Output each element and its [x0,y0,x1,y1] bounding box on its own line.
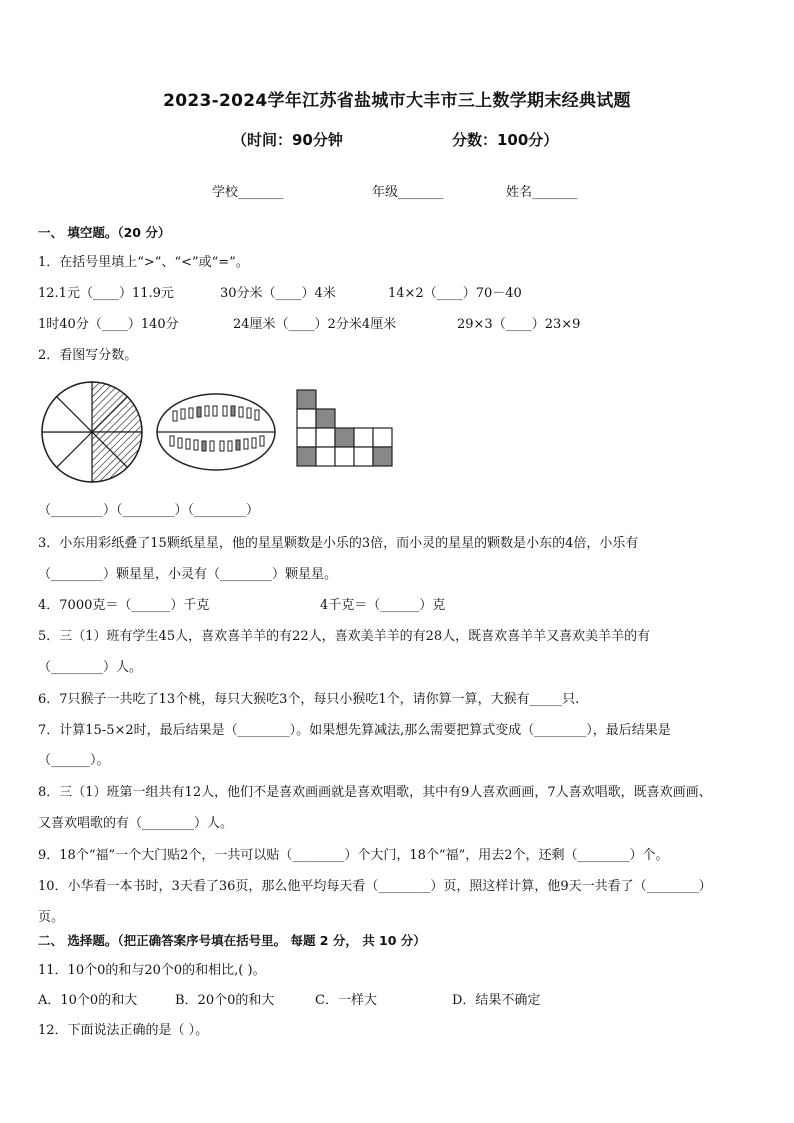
q7-line-1: 7．计算15-5×2时，最后结果是（________）。如果想先算减法,那么需要把算式变成（________），最后结果是 [38,723,671,738]
q10-line-1: 10．小华看一本书时，3天看了36页，那么他平均每天看（________）页，照这样计算，他9天一共看了（________） [38,879,712,894]
school-field[interactable]: 学校_______ [212,185,284,200]
q2-figures [38,380,418,490]
q5-line-1: 5．三（1）班有学生45人，喜欢喜羊羊的有22人，喜欢美羊羊的有28人，既喜欢喜羊羊又喜欢美羊羊的有 [38,629,651,644]
q11-option-b[interactable]: B．20个0的和大 [175,993,275,1008]
exam-score: 分数：100分） [452,131,559,149]
q10-line-2: 页。 [38,910,65,925]
q6-text: 6．7只猴子一共吃了13个桃，每只大猴吃3个，每只小猴吃1个，请你算一算，大猴有_____只. [38,692,580,707]
q1-item-4: 1时40分（____）140分 [38,317,179,332]
q4-part-a: 4．7000克＝（______）千克 [38,598,210,613]
q2-stem: 2．看图写分数。 [38,348,138,363]
q3-line-1: 3．小东用彩纸叠了15颗纸星星，他的星星颗数是小乐的3倍，而小灵的星星的颗数是小东的4倍，小乐有 [38,536,639,551]
q4-part-b: 4千克＝（______）克 [320,598,446,613]
q8-line-2: 又喜欢唱歌的有（________）人。 [38,816,234,831]
q1-item-3: 14×2（____）70－40 [388,286,522,301]
q11-option-d[interactable]: D．结果不确定 [452,993,541,1008]
section-2-title: 二、 选择题。（把正确答案序号填在括号里。 每题 2 分， 共 10 分） [38,933,426,948]
q12-stem: 12．下面说法正确的是（ ）。 [38,1023,209,1038]
section-1-title: 一、 填空题。（20 分） [38,225,171,240]
grid-figure [297,390,392,466]
q5-line-2: （________）人。 [38,660,143,675]
q11-stem: 11．10个0的和与20个0的和相比,( )。 [38,963,266,978]
exam-title: 2023-2024学年江苏省盐城市大丰市三上数学期末经典试题 [163,91,631,111]
q9-text: 9．18个“福”一个大门贴2个，一共可以贴（________）个大门，18个“福”，用去2个，还剩（________）个。 [38,848,669,863]
q1-item-2: 30分米（____）4米 [220,286,336,301]
exam-time: （时间：90分钟 [232,131,343,149]
pie-figure [42,382,142,482]
q11-option-c[interactable]: C．一样大 [315,993,377,1008]
q8-line-1: 8．三（1）班第一组共有12人，他们不是喜欢画画就是喜欢唱歌，其中有9人喜欢画画，7人喜欢唱歌，既喜欢画画、 [38,785,712,800]
grade-field[interactable]: 年级_______ [372,185,444,200]
q1-item-5: 24厘米（____）2分米4厘米 [233,317,397,332]
name-field[interactable]: 姓名_______ [506,185,578,200]
q3-line-2: （________）颗星星，小灵有（________）颗星星。 [38,567,338,582]
q1-item-1: 12.1元（____）11.9元 [38,286,174,301]
q2-answers[interactable]: （________）（________）（________） [38,503,260,518]
oval-figure [157,394,275,470]
q7-line-2: （______）。 [38,753,110,768]
q1-item-6: 29×3（____）23×9 [457,317,581,332]
q1-stem: 1．在括号里填上“>”、“<”或“=”。 [38,255,249,270]
q11-option-a[interactable]: A．10个0的和大 [38,993,138,1008]
